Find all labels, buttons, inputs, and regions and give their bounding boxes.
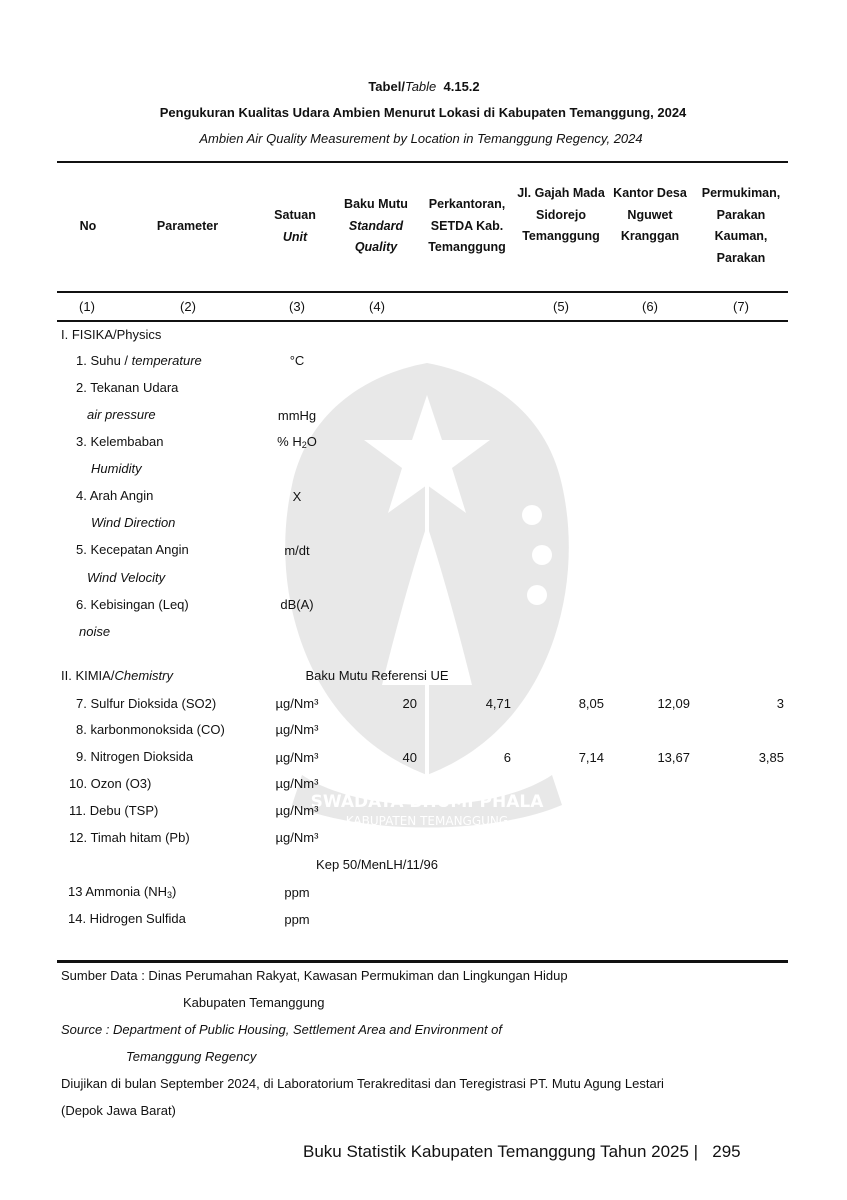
param-suhu: 1. Suhu / temperature <box>76 353 202 368</box>
param-row: 9. Nitrogen Dioksida <box>76 749 194 764</box>
param-row: 12. Timah hitam (Pb) <box>69 830 190 845</box>
top-rule <box>57 161 788 163</box>
param-row: 10. Ozon (O3) <box>69 776 152 791</box>
col-header-baku-mutu: Baku Mutu Standard Quality <box>344 197 408 254</box>
param-tekanan-en: air pressure <box>87 407 156 422</box>
watermark-motto: SWADAYA BHUMI PHALA <box>310 792 544 812</box>
unit-ammonia: ppm <box>284 885 310 900</box>
gajah-mada-cell: 7,14 <box>578 750 604 765</box>
kep-reference: Kep 50/MenLH/11/96 <box>316 857 438 872</box>
unit-cell: µg/Nm³ <box>275 803 319 818</box>
test-note: Diujikan di bulan September 2024, di Laboratorium Terakreditasi dan Teregistrasi PT. Mutu Agung Lestari <box>61 1076 664 1091</box>
param-row: 8. karbonmonoksida (CO) <box>76 722 225 737</box>
param-kelembaban-en: Humidity <box>91 461 142 476</box>
perkantoran-cell: 6 <box>503 750 511 765</box>
gajah-mada-cell: 8,05 <box>578 696 604 711</box>
unit-cell: µg/Nm³ <box>275 830 319 845</box>
unit-suhu: °C <box>289 353 305 368</box>
col-header-permukiman: Permukiman, Parakan Kauman, Parakan <box>701 186 781 265</box>
col-number-4: (4) <box>369 299 385 314</box>
section-chemistry: II. KIMIA/Chemistry <box>61 668 173 683</box>
unit-kelembaban: % $H_2O$ <box>277 434 317 450</box>
test-note-cont: (Depok Jawa Barat) <box>61 1103 176 1118</box>
col-number-7: (7) <box>733 299 749 314</box>
col-header-perkantoran: Perkantoran, SETDA Kab. Temanggung <box>428 197 506 254</box>
source-data-en-cont: Temanggung Regency <box>126 1049 257 1064</box>
unit-cell: µg/Nm³ <box>275 696 319 711</box>
col-number-3: (3) <box>289 299 305 314</box>
col-number-1: (1) <box>79 299 95 314</box>
watermark-regency: KABUPATEN TEMANGGUNG <box>345 814 509 828</box>
col-number-5: (5) <box>553 299 569 314</box>
page-footer <box>303 1142 741 1162</box>
param-hidrogen-sulfida: 14. Hidrogen Sulfida <box>68 911 186 926</box>
param-ammonia: 13 Ammonia $(NH_3)$ <box>68 884 177 900</box>
permukiman-cell: 3,85 <box>758 750 784 765</box>
param-kebisingan: 6. Kebisingan (Leq) <box>76 597 189 612</box>
bottom-rule <box>57 960 788 963</box>
baku-mutu-cell: 40 <box>402 750 417 765</box>
unit-cell: µg/Nm³ <box>275 722 319 737</box>
baku-mutu-reference: Baku Mutu Referensi UE <box>305 668 449 683</box>
col-header-satuan: Satuan Unit <box>274 208 316 244</box>
perkantoran-cell: 4,71 <box>485 696 511 711</box>
param-kecepatan: 5. Kecepatan Angin <box>76 542 189 557</box>
page-number: 295 <box>712 1142 741 1161</box>
book-title: Buku Statistik Kabupaten Temanggung Tahun 2025 | <box>303 1142 699 1161</box>
source-data-id-cont: Kabupaten Temanggung <box>183 995 325 1010</box>
param-arah-angin: 4. Arah Angin <box>76 488 154 503</box>
col-header-jl-gajah-mada: Jl. Gajah Mada Sidorejo Temanggung <box>517 186 605 243</box>
table-label: Tabel/Table 4.15.2 <box>368 79 480 94</box>
param-kelembaban: 3. Kelembaban <box>76 434 164 449</box>
permukiman-cell: 3 <box>776 696 784 711</box>
unit-cell: µg/Nm³ <box>275 776 319 791</box>
baku-mutu-cell: 20 <box>402 696 417 711</box>
col-number-6: (6) <box>642 299 658 314</box>
table-title: Pengukuran Kualitas Udara Ambien Menurut Lokasi di Kabupaten Temanggung, 2024 <box>159 105 687 120</box>
unit-cell: µg/Nm³ <box>275 750 319 765</box>
col-header-parameter: Parameter <box>156 219 219 233</box>
kantor-desa-cell: 12,09 <box>657 696 690 711</box>
col-header-kantor-desa: Kantor Desa Nguwet Kranggan <box>613 186 687 243</box>
unit-arah-angin: X <box>292 489 302 504</box>
param-row: 7. Sulfur Dioksida (SO2) <box>76 696 217 711</box>
param-row: 11. Debu (TSP) <box>69 803 159 818</box>
col-header-no: No <box>79 219 97 233</box>
source-data-id: Sumber Data : Dinas Perumahan Rakyat, Kawasan Permukiman dan Lingkungan Hidup <box>61 968 568 983</box>
column-number-rule <box>57 320 788 322</box>
col-number-2: (2) <box>180 299 196 314</box>
param-arah-angin-en: Wind Direction <box>91 515 176 530</box>
kantor-desa-cell: 13,67 <box>657 750 690 765</box>
param-kecepatan-en: Wind Velocity <box>87 570 166 585</box>
unit-kebisingan: dB(A) <box>280 597 314 612</box>
unit-kecepatan: m/dt <box>284 543 310 558</box>
section-physics: I. FISIKA/Physics <box>61 327 162 342</box>
param-tekanan: 2. Tekanan Udara <box>76 380 179 395</box>
source-data-en: Source : Department of Public Housing, Settlement Area and Environment of <box>61 1022 503 1037</box>
param-kebisingan-en: noise <box>79 624 111 639</box>
unit-tekanan: mmHg <box>277 408 317 423</box>
table-title-english: Ambien Air Quality Measurement by Location in Temanggung Regency, 2024 <box>199 131 643 146</box>
header-rule <box>57 291 788 293</box>
unit-hidrogen-sulfida: ppm <box>284 912 310 927</box>
